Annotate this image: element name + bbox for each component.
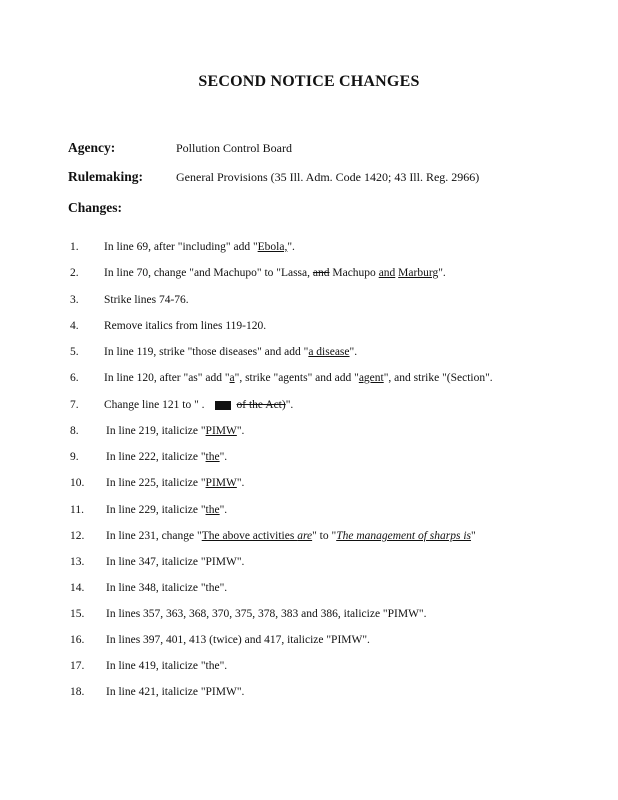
item-number: 11.: [70, 504, 84, 516]
item-number: 14.: [70, 582, 85, 594]
agency-label: Agency:: [68, 140, 116, 155]
changes-heading: Changes:: [68, 200, 123, 215]
item-text: In line 419, italicize "the".: [106, 660, 228, 672]
agency-value: Pollution Control Board: [176, 141, 293, 155]
item-text: Remove italics from lines 119-120.: [104, 320, 267, 332]
list-item: [0, 686, 618, 704]
item-number: 8.: [70, 425, 79, 437]
item-number: 12.: [70, 530, 85, 542]
list-item: [0, 608, 618, 626]
redaction-mark: [215, 401, 231, 410]
item-number: 16.: [70, 634, 85, 646]
list-item: [0, 477, 618, 495]
list-item: [0, 582, 618, 600]
item-number: 4.: [70, 320, 79, 332]
list-item: [0, 241, 618, 259]
item-text: In line 119, strike "those diseases" and add "a disease".: [104, 346, 358, 358]
list-item: [0, 451, 618, 469]
list-item: [0, 530, 618, 548]
item-text: Change line 121 to " . of the Act)".: [104, 399, 294, 411]
item-text: In line 225, italicize "PIMW".: [106, 477, 245, 489]
item-text: In line 421, italicize "PIMW".: [106, 686, 245, 698]
item-text: In line 229, italicize "the".: [106, 504, 228, 516]
list-item: [0, 660, 618, 678]
list-item: [0, 320, 618, 338]
item-number: 9.: [70, 451, 79, 463]
list-item: [0, 425, 618, 443]
item-number: 6.: [70, 372, 79, 384]
item-number: 7.: [70, 399, 79, 411]
item-number: 10.: [70, 477, 85, 489]
list-item: [0, 346, 618, 364]
item-number: 1.: [70, 241, 79, 253]
item-number: 13.: [70, 556, 85, 568]
item-number: 5.: [70, 346, 79, 358]
item-number: 18.: [70, 686, 85, 698]
item-text: In line 348, italicize "the".: [106, 582, 228, 594]
list-item: [0, 294, 618, 312]
item-text: In line 347, italicize "PIMW".: [106, 556, 245, 568]
item-text: In line 70, change "and Machupo" to "Lassa, and Machupo and Marburg".: [104, 267, 446, 279]
list-item: [0, 504, 618, 522]
list-item: [0, 372, 618, 390]
item-text: In line 222, italicize "the".: [106, 451, 228, 463]
item-number: 17.: [70, 660, 85, 672]
item-text: In line 120, after "as" add "a", strike "agents" and add "agent", and strike "(Section".: [104, 372, 493, 384]
page-title: SECOND NOTICE CHANGES: [198, 73, 420, 90]
item-number: 2.: [70, 267, 79, 279]
item-text: In lines 357, 363, 368, 370, 375, 378, 383 and 386, italicize "PIMW".: [106, 608, 427, 620]
rulemaking-label: Rulemaking:: [68, 169, 144, 184]
item-text: In line 69, after "including" add "Ebola,".: [104, 241, 295, 253]
item-text: Strike lines 74-76.: [104, 294, 189, 306]
rulemaking-value: General Provisions (35 Ill. Adm. Code 1420; 43 Ill. Reg. 2966): [176, 170, 480, 184]
item-number: 3.: [70, 294, 79, 306]
list-item: [0, 399, 618, 417]
item-number: 15.: [70, 608, 85, 620]
item-text: In line 231, change "The above activities are" to "The management of sharps is": [106, 530, 476, 542]
list-item: [0, 634, 618, 652]
item-text: In lines 397, 401, 413 (twice) and 417, italicize "PIMW".: [106, 634, 370, 646]
list-item: [0, 556, 618, 574]
list-item: [0, 267, 618, 285]
item-text: In line 219, italicize "PIMW".: [106, 425, 245, 437]
